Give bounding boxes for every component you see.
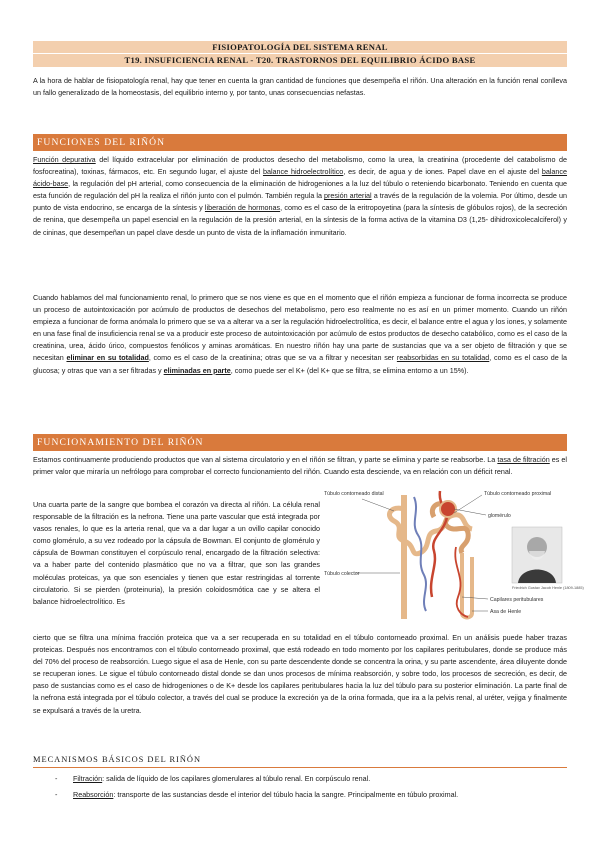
label-distal: Túbulo contorneado distal bbox=[324, 491, 384, 497]
label-capilares: Capilares peritubulares bbox=[490, 597, 544, 603]
nefrona-paragraph: Una cuarta parte de la sangre que bombea el corazón va directa al riñón. La célula renal responsable de la filtración es la nefrona. Tiene una parte vascular que está integrada por vasos renales, lo que es la arteria renal, que va a dar lugar a un ovillo capilar conocido como glomérulo, a su vez rodeado por la cápsula de Bowman. El conjunto de glomérulo y cápsula de Bowman constituyen el corpúsculo renal, encargado de la filtración selectiva: va a haber parte del contenido plasmático que no va a filtrar, que son las grandes moléculas proteicas, ya que son esenciales y tienen que estar restringidas al torrente circulatorio. Si se pierden (proteinuria), la presión coloidosmótica cae y se altera el balance hidroelectrolítico. Es bbox=[33, 500, 320, 606]
term-balance-hidroelectrolitico: balance hidroelectrolítico bbox=[262, 167, 344, 177]
nephron-illustration bbox=[322, 487, 584, 624]
mal-funcionamiento-paragraph: Cuando hablamos del mal funcionamiento renal, lo primero que se nos viene es que en el momento que el riñón empieza a funcionar de forma incorrecta se produce un proceso de autointoxicación por acúmulo de productos de desechos del metabolismo, pero eso realmente no es así en un primer momento. Cuando un riñón empieza a funcionar de forma anómala lo primero que se va a alterar va a ser la regulación hidroelectrolítica, es decir, el balance entre el agua y los iones, y solamente en una fase final de insuficiencia renal se va a producir este proceso de autointoxicación por acúmulo de estos productos de desecho catabólico, como es el caso de la creatinina, urea, ácido úrico, compuestos fenólicos y aminas aromáticas. En nuestro riñón hay una parte de sustancias que va a ser objeto de filtración y que se necesitan eliminar en su totalidad, como es el caso de la creatinina; otras que se va a filtrar y necesitan ser reabsorbidas en su totalidad, como es el caso de la glucosa; y otras que van a ser filtradas y eliminadas en parte, como puede ser el K+ (del K+ que se filtra, se elimina entorno a un 15%). bbox=[33, 293, 567, 375]
tubulo-paragraph: cierto que se filtra una mínima fracción proteica que va a ser recuperada en su totalidad en el túbulo contorneado proximal. En un análisis puede haber trazas proteicas. Después nos encontramos con el túbulo contorneado proximal, que está rodeado en todo momento por los capilares peritubulares, donde se produce más del 70% del proceso de reabsorción. Luego sigue el asa de Henle, con su parte descendente donde se concentra la orina, y su parte ascendente, área diluyente donde se recuperan iones. Le sigue el túbulo contorneado distal donde se dan unos procesos de mínima reabsorción, y sobre todo, los procesos de secreción, es decir, de paso de sustancias como es el caso de hidrogeniones o de K+ desde los capilares peritubulares hacia la luz del túbulo para su posterior eliminación. La parte final de la nefrona está integrada por el túbulo colector, a través del cual se produce la excreción ya de la orina formada, que ira a la pelvis renal, al uréter, vejiga y finalmente se expulsará a través de la uretra. bbox=[33, 633, 567, 715]
portrait-caption: Friedrich Gustav Jacob Henle (1809-1885) bbox=[512, 586, 584, 590]
term-balance-acido-base: balance ácido-base bbox=[33, 167, 568, 189]
section-title-funciones: FUNCIONES DEL RIÑÓN bbox=[33, 134, 567, 151]
section-title-mecanismos: MECANISMOS BÁSICOS DEL RIÑÓN bbox=[33, 753, 567, 768]
subject-header: FISIOPATOLOGÍA DEL SISTEMA RENAL bbox=[33, 41, 567, 53]
label-colector: Túbulo colector bbox=[324, 571, 360, 577]
term-reabsorcion: Reabsorción bbox=[73, 790, 114, 799]
henle-loop-shape bbox=[462, 553, 472, 618]
term-tasa-filtracion: tasa de filtración bbox=[497, 455, 550, 464]
topics-header: T19. INSUFICIENCIA RENAL - T20. TRASTORNOS DEL EQUILIBRIO ÁCIDO BASE bbox=[33, 53, 567, 67]
label-henle: Asa de Henle bbox=[490, 609, 522, 615]
term-liberacion-hormonas: liberación de hormonas bbox=[204, 203, 281, 213]
list-item: - Reabsorción: transporte de las sustancias desde el interior del túbulo hacia la sangre. Principalmente en túbulo proximal. bbox=[55, 790, 459, 799]
term-presion-arterial: presión arterial bbox=[324, 191, 372, 201]
intro-paragraph: A la hora de hablar de fisiopatología renal, hay que tener en cuenta la gran cantidad de funciones que desempeña el riñón. Una alteración en la función renal conlleva un fallo generalizado de la homeostasis, del equilibrio interno y, por tanto, unas consecuencias nefastas. bbox=[33, 76, 567, 98]
term-eliminar-totalidad: eliminar en su totalidad bbox=[66, 353, 149, 363]
label-glomerulo: glomérulo bbox=[488, 513, 511, 519]
label-proximal: Túbulo contorneado proximal bbox=[484, 491, 552, 497]
term-reabsorbidas-totalidad: reabsorbidas en su totalidad bbox=[396, 353, 490, 363]
list-item: - Filtración: salida de líquido de los capilares glomerulares al túbulo renal. En corpúsculo renal. bbox=[55, 774, 371, 783]
term-filtracion: Filtración bbox=[73, 774, 103, 783]
tasa-filtracion-paragraph: Estamos continuamente produciendo productos que van al sistema circulatorio y en el riñón se filtran, y parte se elimina y parte se reabsorbe. La tasa de filtración es el primer valor que miraría un nefrólogo para comprobar el correcto funcionamiento del riñón. Cuando esta desciende, va en relación con un déficit renal. bbox=[33, 455, 568, 477]
section-title-funcionamiento: FUNCIONAMIENTO DEL RIÑÓN bbox=[33, 434, 567, 451]
term-eliminadas-parte: eliminadas en parte bbox=[163, 365, 231, 375]
nephron-figure bbox=[322, 487, 584, 624]
henle-portrait bbox=[512, 527, 562, 583]
funciones-paragraph: Función depurativa del líquido extracelular por eliminación de productos desecho del metabolismo, como la urea, la creatinina (procedente del catabolismo de fosfocreatina), toxinas, fármacos, etc. En segundo lugar, el ajuste del balance hidroelectrolítico, es decir, de agua y de iones. Papel clave en el ajuste del balance ácido-base, la regulación del pH arterial, como consecuencia de la eliminación de hidrogeniones a la luz del túbulo o reteniendo bicarbonato. Teniendo en cuenta que esta función de regulación del pH la realiza el riñón junto con el pulmón. También regula la presión arterial a través de la regulación de la volemia. Por último, desde un punto de vista endocrino, se encarga de la síntesis y liberación de hormonas, como es el caso de la eritropoyetina (para la síntesis de glóbulos rojos), de la secreción de renina, que desempeña un papel esencial en la regulación de la presión arterial, en la síntesis de la forma activa de la vitamina D3 (1,25- dihidroxicolecalciferol) y de cininas, que desempeñan un papel clave desde un punto de vista de la inflamación inmunitario. bbox=[33, 155, 568, 237]
term-funcion-depurativa: Función depurativa bbox=[33, 155, 96, 164]
glomerulus-shape bbox=[440, 501, 456, 517]
mecanismos-list bbox=[55, 771, 565, 803]
